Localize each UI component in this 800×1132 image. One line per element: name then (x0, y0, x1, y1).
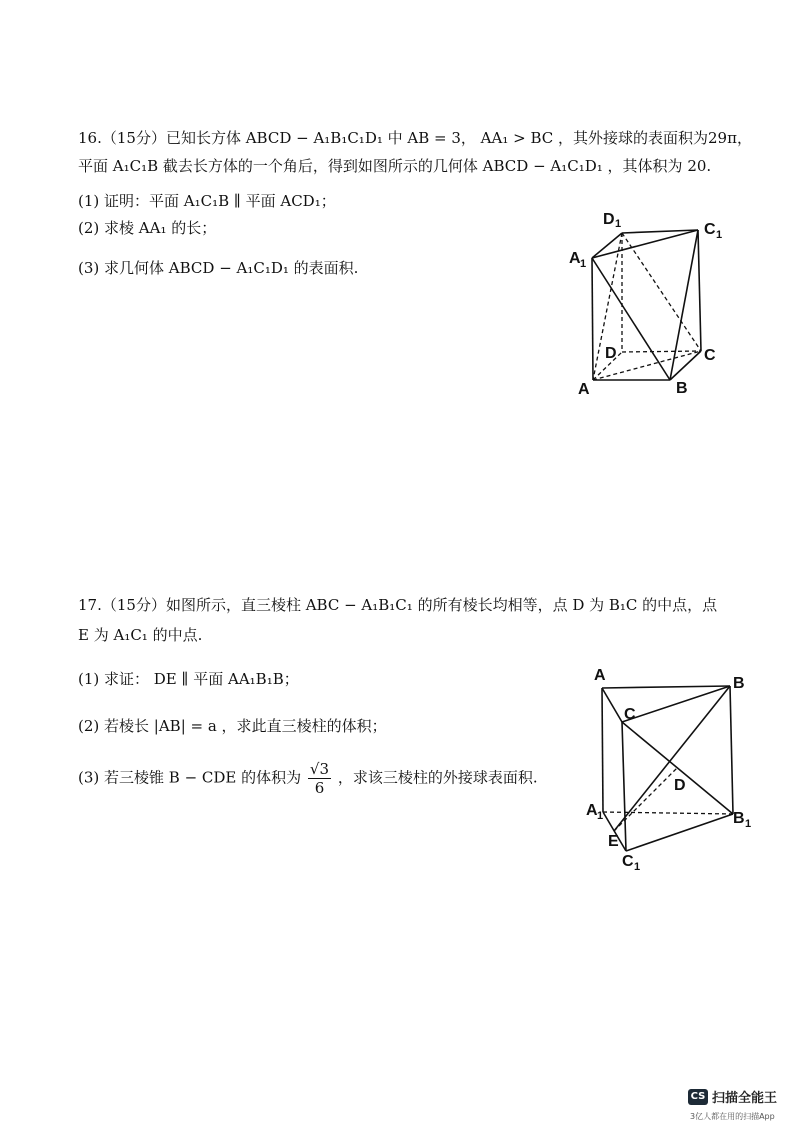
q17-part3 (78, 760, 538, 797)
q16-part1: (1) 证明：平面 A₁C₁B ∥ 平面 ACD₁； (78, 192, 336, 210)
label-C1: C (622, 853, 634, 870)
label-A1: A (586, 802, 598, 819)
q16-figure (568, 200, 738, 405)
camscanner-name: 扫描全能王 (712, 1091, 778, 1106)
label-B1: B (733, 810, 745, 827)
label-A1: A (569, 250, 581, 267)
q16-part2: (2) 求棱 AA₁ 的长； (78, 219, 217, 237)
q17-part2: (2) 若棱长 |AB| = a ，求此直三棱柱的体积； (78, 717, 387, 735)
q17-part3-text-a: (3) 若三棱锥 B − CDE 的体积为 (78, 768, 302, 787)
label-B1-sub: 1 (745, 818, 752, 830)
q16-stem-line2: 平面 A₁C₁B 截去长方体的一个角后，得到如图所示的几何体 ABCD − A₁C₁D₁ ，其体积为 20. (78, 157, 712, 175)
fraction-numerator: √3 (309, 760, 330, 778)
label-D: D (674, 777, 686, 794)
q16-part3: (3) 求几何体 ABCD − A₁C₁D₁ 的表面积. (78, 259, 359, 277)
label-D1: D (603, 211, 615, 228)
label-C1: C (704, 221, 716, 238)
label-D: D (605, 345, 617, 362)
q17-part1: (1) 求证： DE ∥ 平面 AA₁B₁B； (78, 670, 299, 688)
q17-part3-fraction (308, 760, 331, 797)
q17-part3-text-b: ，求该三棱柱的外接球表面积. (337, 768, 538, 787)
label-B: B (733, 675, 745, 692)
camscanner-tagline: 3亿人都在用的扫描App (690, 1112, 775, 1121)
fraction-denominator: 6 (314, 779, 325, 797)
label-C1-sub: 1 (634, 861, 641, 873)
label-C1-sub: 1 (716, 229, 723, 241)
camscanner-logo: CS (688, 1089, 708, 1105)
q17-figure (582, 660, 756, 875)
label-A: A (578, 381, 590, 398)
q17-stem-line1: 17.（15分）如图所示，直三棱柱 ABC − A₁B₁C₁ 的所有棱长均相等，点 D 为 B₁C 的中点，点 (78, 596, 718, 614)
q17-stem-line2: E 为 A₁C₁ 的中点. (78, 626, 203, 644)
label-B: B (676, 380, 688, 397)
label-C: C (624, 706, 636, 723)
label-A1-sub: 1 (597, 810, 604, 822)
label-C: C (704, 347, 716, 364)
label-E: E (608, 833, 619, 850)
q16-stem-line1: 16.（15分）已知长方体 ABCD − A₁B₁C₁D₁ 中 AB = 3， AA₁ > BC ，其外接球的表面积为29π， (78, 129, 752, 147)
label-A: A (594, 667, 606, 684)
label-D1-sub: 1 (615, 218, 622, 230)
label-A1-sub: 1 (580, 258, 587, 270)
